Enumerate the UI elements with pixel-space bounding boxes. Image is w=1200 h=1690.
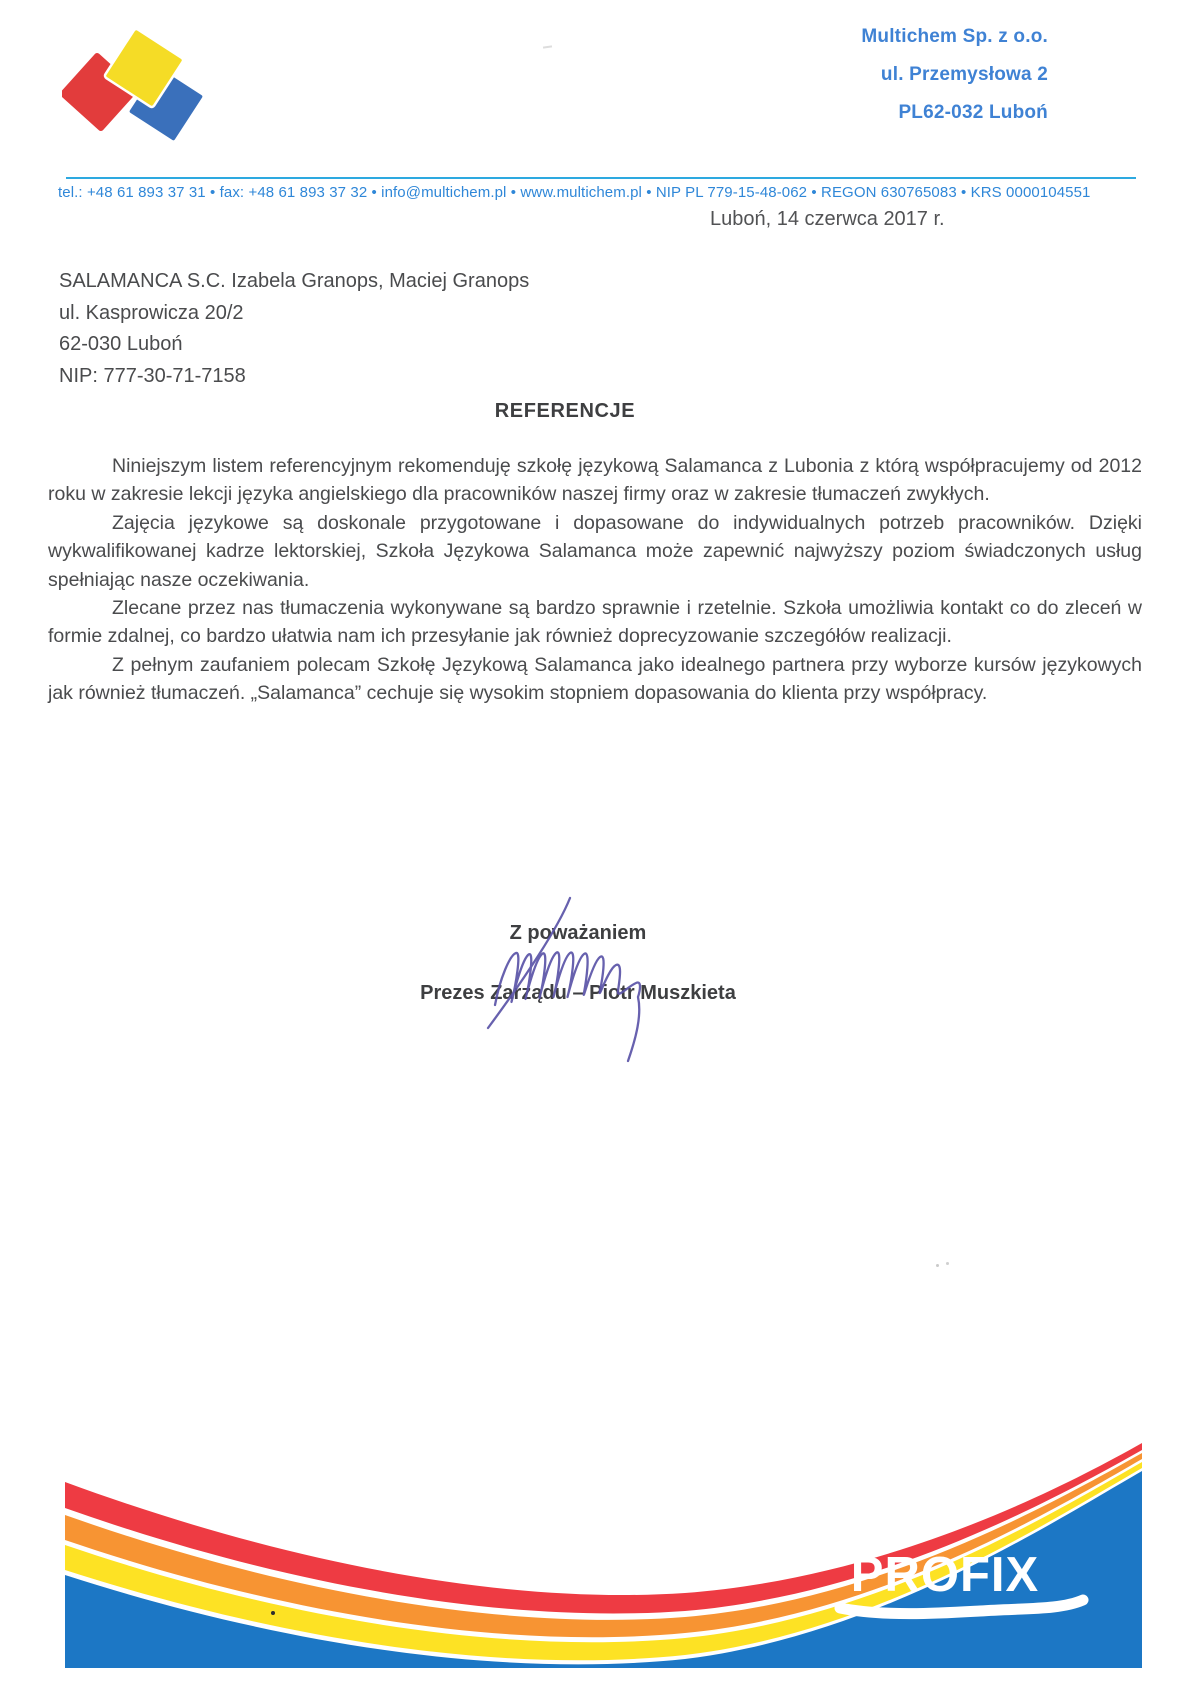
recipient-city: 62-030 Luboń (59, 333, 183, 355)
contact-info-line: tel.: +48 61 893 37 31 • fax: +48 61 893 37 32 • info@multichem.pl • www.multichem.pl • NIP PL 779-15-48-062 • REGON 630765083 • KRS 0000104551 (58, 184, 1091, 201)
body-paragraph: Zajęcia językowe są doskonale przygotowane i dopasowane do indywidualnych potrzeb pracowników. Dzięki wykwalifikowanej kadrze lektorskiej, Szkoła Językowa Salamanca może zapewnić najwyższy poziom świadczonych usług spełniając nasze oczekiwania. (48, 511, 1142, 591)
letter-title: REFERENCJE (494, 400, 636, 422)
body-paragraph: Z pełnym zaufaniem polecam Szkołę Językową Salamanca jako idealnego partnera przy wyborze kursów językowych jak również tłumaczeń. „Salamanca” cechuje się wysokim stopniem dopasowania do klienta przy współpracy. (48, 653, 1142, 705)
handwritten-signature (470, 893, 680, 1068)
recipient-name: SALAMANCA S.C. Izabela Granops, Maciej Granops (59, 270, 530, 292)
recipient-block (59, 266, 529, 392)
body-paragraph: Niniejszym listem referencyjnym rekomenduję szkołę językową Salamanca z Lubonia z którą współpracujemy od 2012 roku w zakresie lekcji języka angielskiego dla pracowników naszej firmy oraz w zakresie tłumaczeń zwykłych. (48, 455, 1142, 506)
profix-brand-text: PROFIX (850, 1548, 1040, 1602)
letter-body (48, 452, 1142, 708)
signature-entry-stroke (488, 898, 570, 1028)
company-city: PL62-032 Luboń (898, 102, 1048, 123)
scan-artifact (271, 1611, 275, 1615)
company-name: Multichem Sp. z o.o. (861, 26, 1048, 47)
company-street: ul. Przemysłowa 2 (880, 64, 1048, 85)
recipient-street: ul. Kasprowicza 20/2 (59, 301, 244, 324)
multichem-logo-icon (62, 22, 212, 142)
date-line: Luboń, 14 czerwca 2017 r. (710, 208, 945, 230)
recipient-nip: NIP: 777-30-71-7158 (59, 364, 246, 387)
signer-name-line: Prezes Zarządu – Piotr Muszkieta (420, 982, 736, 1004)
scan-artifact (543, 45, 552, 48)
scan-artifact (936, 1264, 939, 1267)
signature-loops-stroke (495, 952, 640, 1061)
profix-footer-artwork (65, 1443, 1142, 1668)
closing-salutation: Z poważaniem (509, 922, 647, 944)
header-divider (66, 177, 1136, 179)
company-address-block (861, 18, 1048, 132)
body-paragraph: Zlecane przez nas tłumaczenia wykonywane są bardzo sprawnie i rzetelnie. Szkoła umożliwia kontakt co do zleceń w formie zdalnej, co bardzo ułatwia nam ich przesyłanie jak również doprecyzowanie szczegółów realizacji. (48, 597, 1142, 648)
